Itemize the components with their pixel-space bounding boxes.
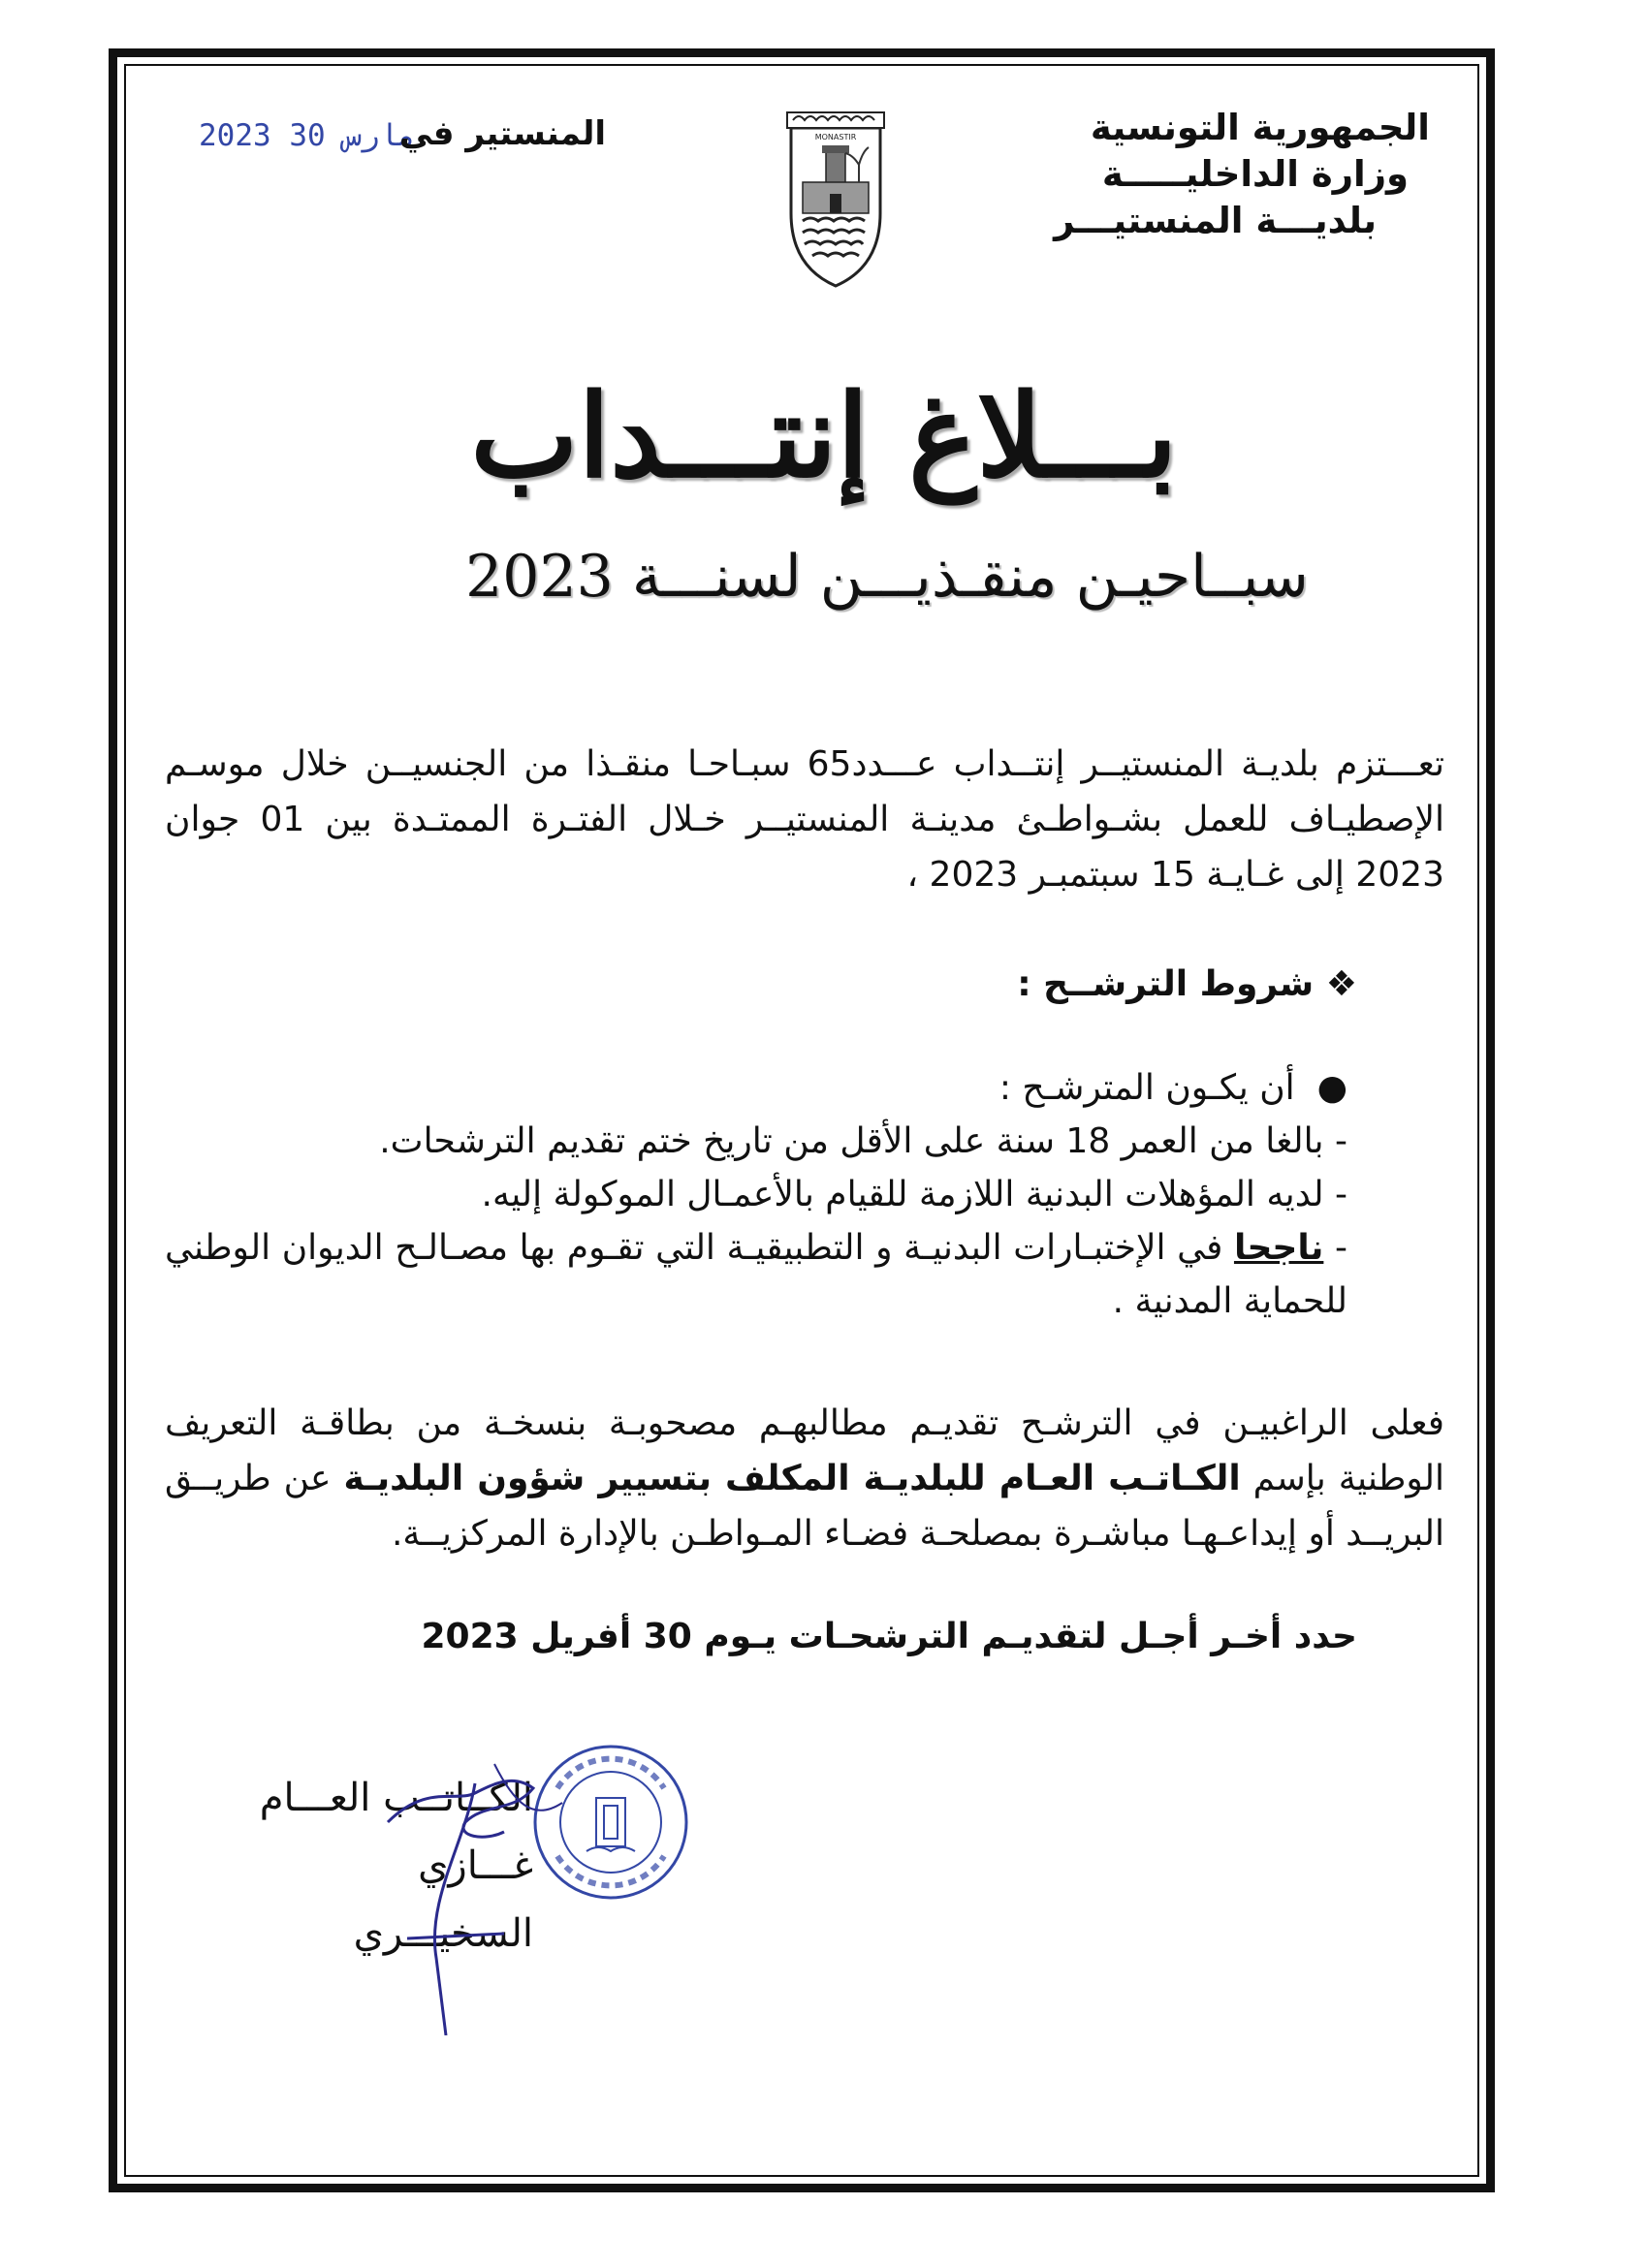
condition-tests-text: في الإختبـارات البدنيـة و التطبيقيـة التي تقـوم بها مصـالـح الديوان الوطني للحماية المدنية . (165, 1228, 1347, 1321)
municipality-crest-icon (783, 107, 888, 291)
conditions-list (165, 1061, 1347, 1328)
signatory-name: غـــازي السخيـــري (353, 1843, 533, 1956)
date-stamp: 2023 مارس 30 (199, 118, 416, 153)
bullet-dot-icon: ● (1294, 1068, 1347, 1108)
crest-caption: MONASTIR (814, 133, 857, 142)
handwritten-signature-icon (368, 1745, 582, 2035)
header-ministry: وزارة الداخليـــــة (1101, 153, 1409, 196)
conditions-bullet (165, 1061, 1347, 1115)
condition-age: - بالغا من العمر 18 سنة على الأقل من تاريخ ختم تقديم الترشحات. (379, 1121, 1347, 1161)
application-paragraph (165, 1396, 1444, 1561)
application-deadline: حدد أخـر أجـل لتقديـم الترشحـات يـوم 30 أفريل 2023 (421, 1617, 1357, 1656)
notice-subtitle: سبــاحيـن منقـذيـــن لسنـــة 2023 (465, 543, 1309, 611)
conditions-heading: ❖ شروط الترشــح : (1017, 964, 1357, 1004)
application-recipient: الكـاتـب العـام للبلديـة المكلف بتسيير شؤون البلديـة (343, 1459, 1241, 1498)
condition-tests-dash: - (1323, 1228, 1347, 1268)
signatory-title: الكــاتــب العـــام (259, 1776, 533, 1820)
application-text-2: عن طريــق البريــد أو إيداعـهـا مباشـرة بمصلحـة فضـاء المـواطـن بالإدارة المركزيــة. (165, 1459, 1444, 1554)
place-and-date (199, 114, 606, 163)
condition-tests (165, 1221, 1347, 1328)
issuer-header (1023, 105, 1430, 244)
conditions-bullet-text: أن يكـون المترشـح : (998, 1068, 1295, 1108)
header-municipality: بلديـــة المنستيـــر (1054, 200, 1377, 242)
place-label: المنستير في (398, 114, 606, 153)
application-text-1: فعلى الراغبيـن في الترشـح تقديـم مطالبهـم مصحوبـة بنسخـة من بطاقـة التعريف الوطنية بإسم (165, 1403, 1444, 1498)
intro-paragraph: تعـــتزم بلديـة المنستيــر إنتــداب عـــدد65 سبـاحـا منقـذا من الجنسيــن خلال موسـم الإصطيـاف للعمل بشـواطـئ مدينـة المنستيــر خـلال الفتـرة الممتـدة بين 01 جوان 2023 إلى غـايـة 15 سبتمبـر 2023 ، (165, 744, 1445, 895)
header-republic: الجمهورية التونسية (1090, 107, 1430, 148)
condition-tests-keyword: ناجحا (1233, 1228, 1324, 1268)
condition-fitness: - لديه المؤهلات البدنية اللازمة للقيام بالأعمـال الموكولة إليه. (481, 1175, 1347, 1214)
notice-title: بـــلاغ إنتـــداب (470, 368, 1178, 503)
